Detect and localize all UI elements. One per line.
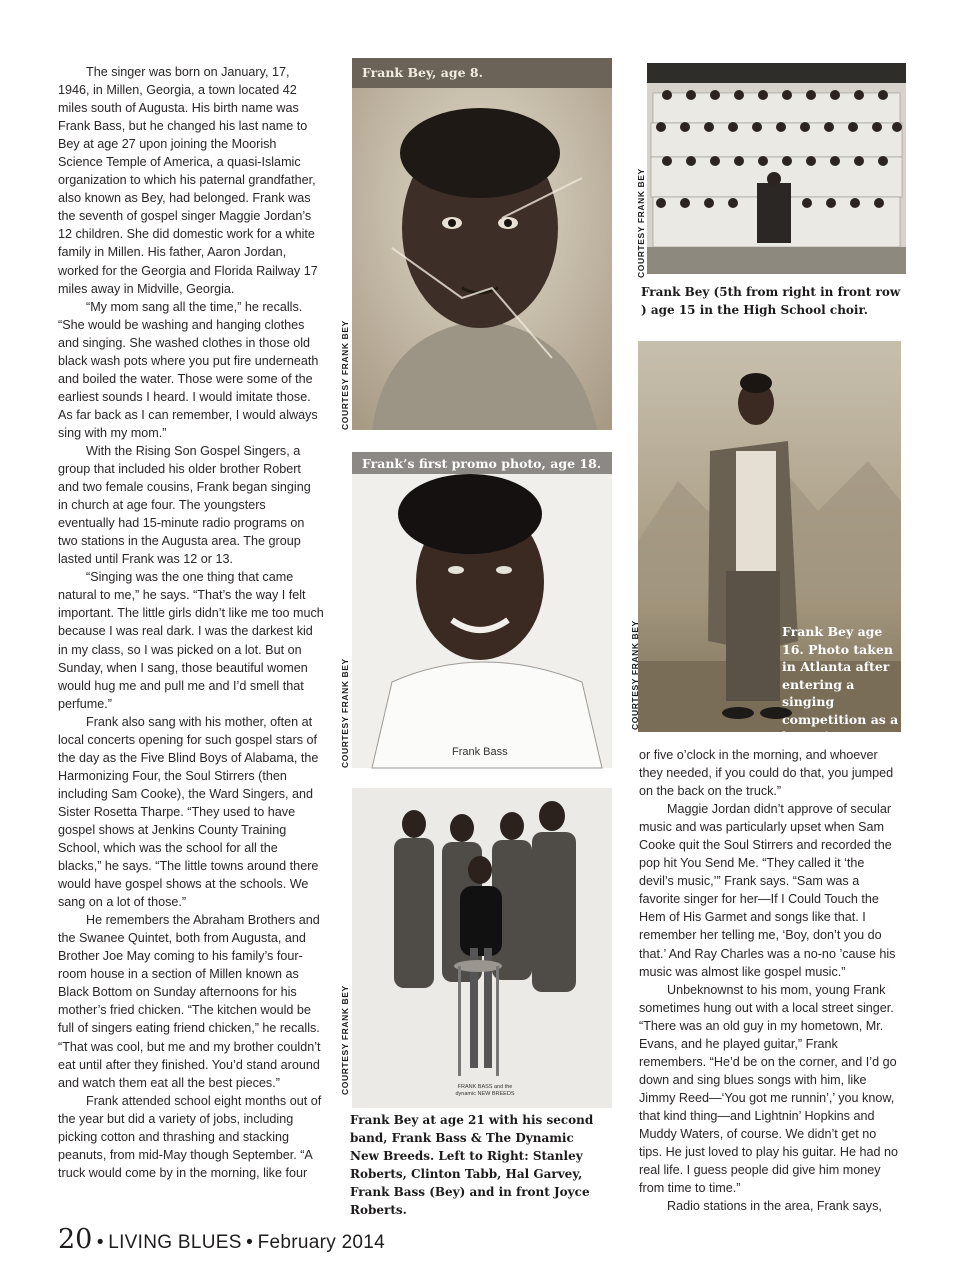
photo-caption: Frank’s first promo photo, age 18.: [362, 456, 602, 471]
photo-caption: Frank Bey (5th from right in front row ) age 15 in the High School choir.: [641, 285, 901, 317]
paragraph: Radio stations in the area, Frank says,: [667, 1199, 882, 1214]
paragraph: Unbeknownst to his mom, young Frank sometimes hung out with a local street singer. “There was an old guy in my hometown, Mr. Evans, and he played guitar,” Frank remembers. “He’d be on the corner, and I’d go down and sing blues songs with him, like Jimmy Reed—‘You got me runnin’,’ you know, that kind thing—and Lightnin’ Hopkins and Muddy Waters, of course. We didn’t get no tips. He just loved to play his guitar. He had no real life. I guess people did give him money from time to time.”: [639, 982, 899, 1196]
photo-credit: COURTESY FRANK BEY: [340, 985, 350, 1095]
photo-caption: Frank Bey at age 21 with his second band, Frank Bass & The Dynamic New Breeds. Left to Right: Stanley Roberts, Clinton Tabb, Hal Garvey, Frank Bass (Bey) and in front Joyce Roberts.: [350, 1113, 594, 1217]
portrait-age-8-image: [352, 58, 612, 430]
page-number: 20: [58, 1224, 93, 1255]
photo-dynamic-new-breeds: [352, 788, 612, 1108]
issue-date: February 2014: [257, 1232, 386, 1253]
band-print-label: FRANK BASS and the dynamic NEW BREEDS: [455, 1084, 515, 1097]
photo-caption: Frank Bey, age 8.: [362, 65, 483, 80]
promo-photo-image: [352, 452, 612, 768]
paragraph: or five o’clock in the morning, and whoever they needed, if you could do that, you jumped on the back on the truck.”: [639, 748, 894, 799]
page-footer: [58, 1224, 385, 1255]
paragraph: “Singing was the one thing that came natural to me,” he says. “That’s the way I felt important. The little girls didn’t like me too much because I was real dark. I was the darkest kid in my class, so I was picked on a lot. But on Sunday, when I sang, those beautiful women would hug me and pull me and I’d smell that perfume.”: [58, 570, 324, 711]
photo-frank-age-8: [352, 58, 612, 430]
photo-credit: COURTESY FRANK BEY: [630, 620, 640, 730]
band-photo-image: [352, 788, 612, 1108]
footer-separator: •: [96, 1232, 104, 1253]
photo-frank-age-16: [638, 341, 901, 744]
photo-caption: Frank Bey age 16. Photo taken in Atlanta after entering a singing competition as a bass singer.: [782, 624, 899, 744]
choir-photo-image: [647, 63, 906, 274]
photo-high-school-choir: [647, 63, 906, 274]
paragraph: He remembers the Abraham Brothers and the Swanee Quintet, both from Augusta, and Brother Joe May coming to his family’s four-room house in a section of Millen known as Black Bottom on Sunday afternoons for his mother’s fried chicken. “The kitchen would be full of singers eating friend chicken,” he recalls. “That was cool, but me and my brother couldn’t eat until after they finished. You’d stand around and watch them eat all the best pieces.”: [58, 913, 321, 1090]
paragraph: The singer was born on January, 17, 1946, in Millen, Georgia, a town located 42 miles south of Augusta. His birth name was Frank Bass, but he changed his last name to Bey at age 27 upon joining the Moorish Science Temple of America, a quasi-Islamic organization to which his paternal grandfather, also known as Bey, had belonged. Frank was the seventh of gospel singer Maggie Jordan’s 12 children. She did domestic work for a white family in Millen. His father, Aaron Jordan, worked for the Georgia and Florida Railway 17 miles away in Midville, Georgia.: [58, 65, 318, 296]
paragraph: Maggie Jordan didn’t approve of secular music and was particularly upset when Sam Cooke quit the Soul Stirrers and recorded the pop hit You Send Me. “They called it ‘the devil’s music,’” Frank says. “Sam was a favorite singer for her—If I Could Touch the Hem of His Garmet and songs like that. I remember her telling me, ‘Boy, don’t you do that.’ And Ray Charles was a no-no ’cause his music was almost like gospel music.”: [639, 802, 896, 979]
article-column-1: [58, 63, 324, 1182]
paragraph: “My mom sang all the time,” he recalls. “She would be washing and hanging clothes and singing. She washed clothes in those old black wash pots where you put fire underneath and boiled the water. Those were some of the earliest sounds I heard. I would imitate those. As far back as I can remember, I would always sing with my mom.”: [58, 299, 319, 440]
paragraph: Frank attended school eight months out of the year but did a variety of jobs, including picking cotton and thrashing and stacking peanuts, from mid-May though September. “A truck would come by in the morning, like four: [58, 1093, 322, 1180]
article-column-3: [639, 746, 901, 1215]
publication-name: LIVING BLUES: [108, 1232, 242, 1253]
photo-credit: COURTESY FRANK BEY: [340, 320, 350, 430]
paragraph: Frank also sang with his mother, often at local concerts opening for such gospel stars of the day as the Five Blind Boys of Alabama, the Harmonizing Four, the Soul Stirrers (then including Sam Cooke), the Ward Singers, and Sister Rosetta Tharpe. “They used to have gospel shows at Jenkins County Training School, which was the school for all the blacks,” he says. “The little towns around there would have gospel shows at the schools. We sang on a lot of those.”: [58, 714, 319, 910]
paragraph: With the Rising Son Gospel Singers, a group that included his older brother Robert and two female cousins, Frank began singing in church at age four. The youngsters eventually had 15-minute radio programs on two stations in the Augusta area. The group lasted until Frank was 12 or 13.: [58, 443, 311, 567]
photo-credit: COURTESY FRANK BEY: [636, 168, 646, 278]
photo-credit: COURTESY FRANK BEY: [340, 658, 350, 768]
photo-frank-promo: [352, 452, 612, 768]
promo-signature: Frank Bass: [452, 746, 508, 758]
footer-separator: •: [246, 1232, 254, 1253]
